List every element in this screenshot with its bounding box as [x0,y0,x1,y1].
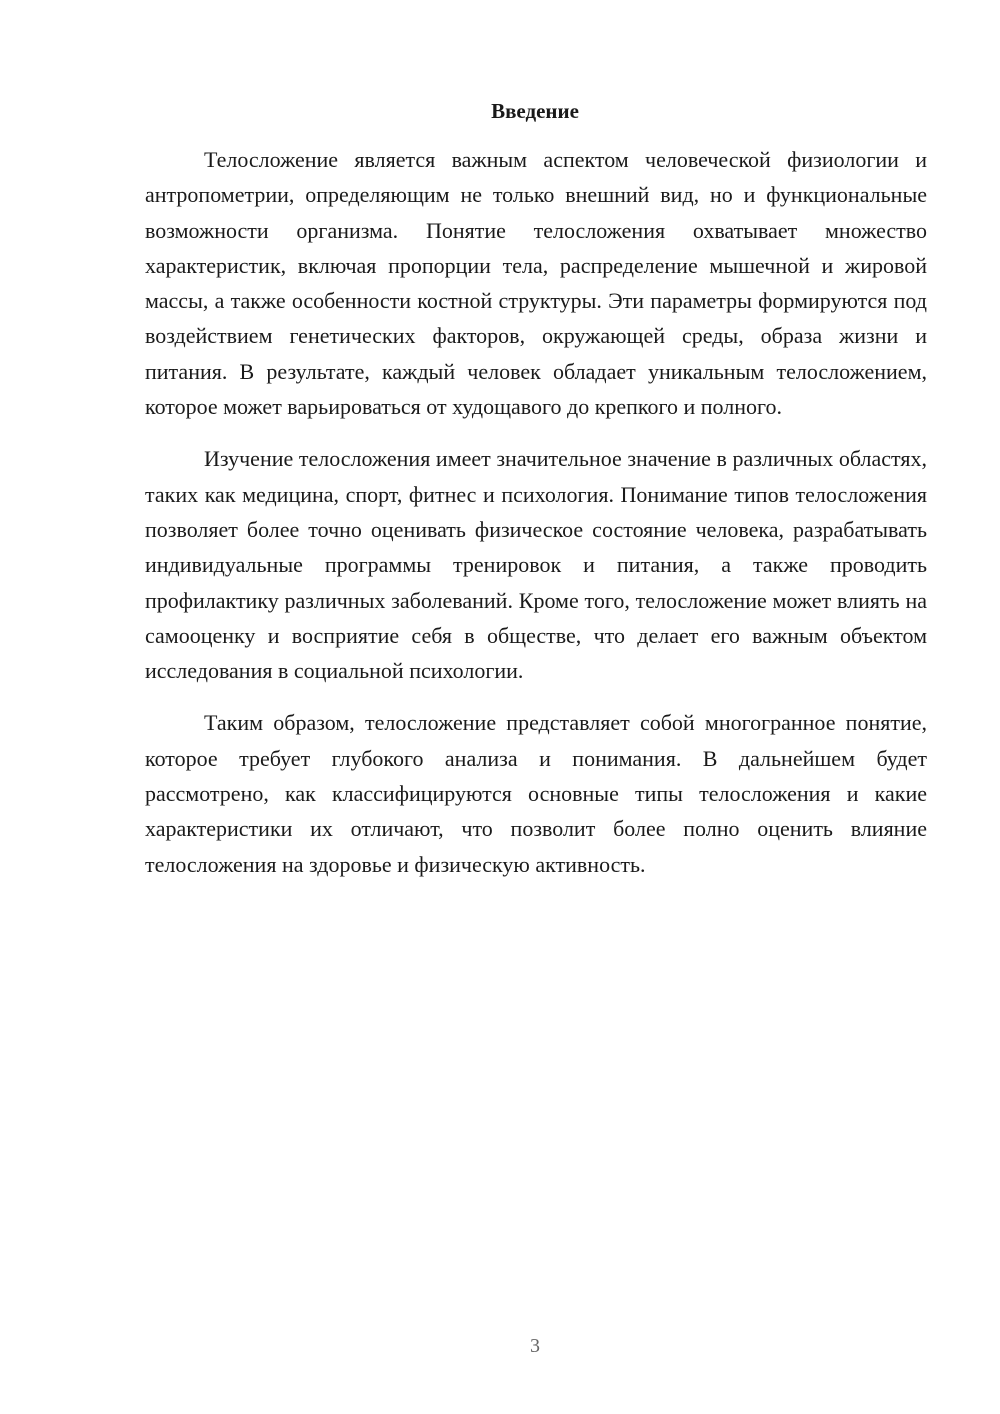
section-title: Введение [491,99,579,123]
paragraph-2: Изучение телосложения имеет значительное значение в различных областях, таких как медицина, спорт, фитнес и психология. Понимание типов телосложения позволяет более точно оценивать физическое состояние человека, разрабатывать индивидуальные программы тренировок и питания, а также проводить профилактику различных заболеваний. Кроме того, телосложение может влиять на самооценку и восприятие себя в обществе, что делает его важным объектом исследования в социальной психологии. [145,446,927,684]
body-text [145,142,927,899]
paragraph-3: Таким образом, телосложение представляет собой многогранное понятие, которое требует глубокого анализа и понимания. В дальнейшем будет рассмотрено, как классифицируются основные типы телосложения и какие характеристики их отличают, что позволит более полно оценить влияние телосложения на здоровье и физическую активность. [145,710,927,877]
page-number: 3 [530,1335,540,1357]
paragraph-1: Телосложение является важным аспектом человеческой физиологии и антропометрии, определяющим не только внешний вид, но и функциональные возможности организма. Понятие телосложения охватывает множество характеристик, включая пропорции тела, распределение мышечной и жировой массы, а также особенности костной структуры. Эти параметры формируются под воздействием генетических факторов, окружающей среды, образа жизни и питания. В результате, каждый человек обладает уникальным телосложением, которое может варьироваться от худощавого до крепкого и полного. [145,147,927,420]
